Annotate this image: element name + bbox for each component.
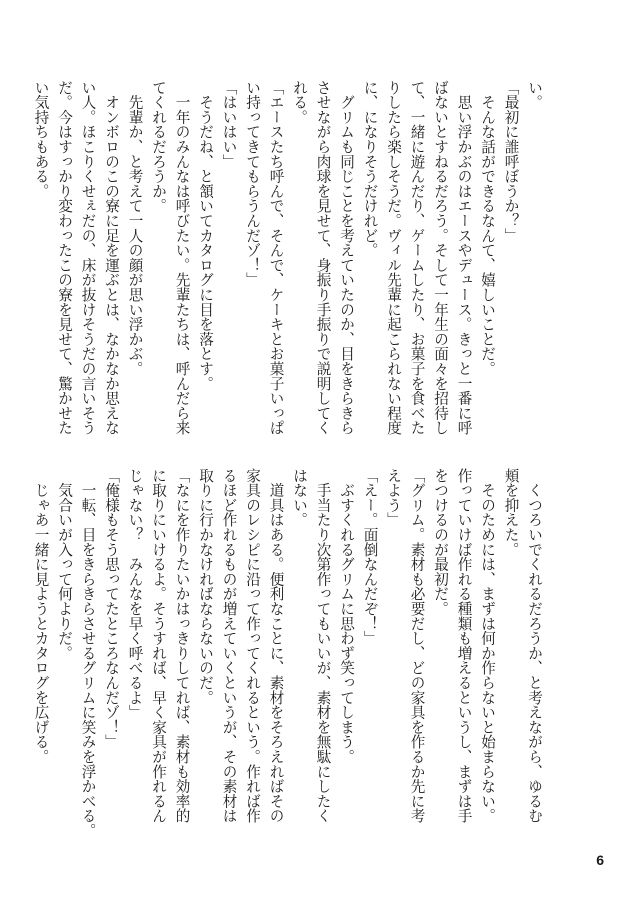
text-line: グリムも同じことを考えていたのか、目をきらきら: [338, 80, 355, 436]
text-line: じゃない？ みんなを早く呼べるよ」: [126, 468, 144, 720]
text-line: 「なにを作りたいかはっきりしてれば、素材も効率的: [173, 468, 191, 824]
text-line: れる。: [291, 80, 308, 125]
text-line: オンボロのこの寮に足を運ぶとは、なかなか思えな: [103, 80, 120, 436]
text-line: るほど作れるものが増えていくというが、その素材は: [220, 468, 238, 824]
text-line: 気合いが入って何よりだ。: [56, 468, 73, 661]
text-line: に、になりそうだけれど。: [361, 80, 379, 258]
text-line: 「俺様もそう思ってたところなんだゾ！」: [103, 468, 120, 750]
text-line: 「グリム。素材も必要だし、どの家具を作るか先に考: [408, 468, 426, 824]
text-line: い人。ほこりくせぇだの、床が抜けそうだの言いそう: [79, 80, 97, 436]
text-line: 一転、目をきらきらさせるグリムに笑みを浮かべる。: [79, 468, 97, 838]
text-line: 頬を抑えた。: [502, 468, 520, 557]
text-line: い。: [526, 80, 543, 110]
text-line: そうだね、と頷いてカタログに目を落とす。: [197, 80, 214, 391]
text-line: はない。: [291, 468, 308, 528]
text-line: させながら肉球を見せて、身振り手振りで説明してく: [314, 80, 332, 436]
text-line: い気持ちもある。: [32, 80, 50, 199]
text-line: 「はいはい」: [220, 80, 238, 169]
page-number: 6: [596, 852, 604, 868]
text-line: 「えー。面倒なんだぞ！」: [361, 468, 379, 646]
text-block-bottom: [32, 468, 546, 838]
text-line: 取りに行かなければならないのだ。: [197, 468, 214, 705]
text-block-top: [32, 80, 546, 436]
text-line: だ。今はすっかり変わったこの寮を見せて、驚かせた: [56, 80, 73, 436]
text-line: 「エースたち呼んで、そんで、ケーキとお菓子いっぱ: [267, 80, 285, 436]
text-line: りしたら楽しそうだ。ヴィル先輩に起こられない程度: [385, 80, 402, 436]
text-line: 「最初に誰呼ぼうか？」: [502, 80, 520, 243]
text-line: 先輩か、と考えて一人の顔が思い浮かぶ。: [126, 80, 144, 376]
text-line: そのためには、まずは何か作らないと始まらない。: [479, 468, 496, 824]
text-line: 家具のレシピに沿って作ってくれるという。作れば作: [244, 468, 261, 824]
text-line: に取りにいけるよ。そうすれば、早く家具が作れるん: [150, 468, 167, 824]
text-line: い持ってきてもらうんだゾ！」: [244, 80, 261, 288]
text-line: をつけるのが最初だ。: [432, 468, 449, 616]
text-line: くつろいでくれるだろうか、と考えながら、ゆるむ: [526, 468, 543, 824]
text-line: えよう」: [385, 468, 402, 528]
text-line: 手当たり次第作ってもいいが、素材を無駄にしたく: [314, 468, 332, 824]
text-line: ぶすくれるグリムに思わず笑ってしまう。: [338, 468, 355, 764]
text-line: てくれるだろうか。: [150, 80, 167, 214]
text-line: 思い浮かぶのはエースやデュース。きっと一番に呼: [455, 80, 473, 436]
text-line: 作っていけば作れる種類も増えるというし、まずは手: [455, 468, 473, 824]
text-line: じゃあ一緒に見ようとカタログを広げる。: [32, 468, 50, 764]
text-line: ばないとすねるだろう。そして一年生の面々を招待し: [432, 80, 449, 436]
text-line: 一年のみんなは呼びたい。先輩たちは、呼んだら来: [173, 80, 191, 436]
text-line: そんな話ができるなんて、嬉しいことだ。: [479, 80, 496, 376]
text-line: て、一緒に遊んだり、ゲームしたり、お菓子を食べた: [408, 80, 426, 436]
text-line: 道具はある。便利なことに、素材をそろえればその: [267, 468, 285, 824]
